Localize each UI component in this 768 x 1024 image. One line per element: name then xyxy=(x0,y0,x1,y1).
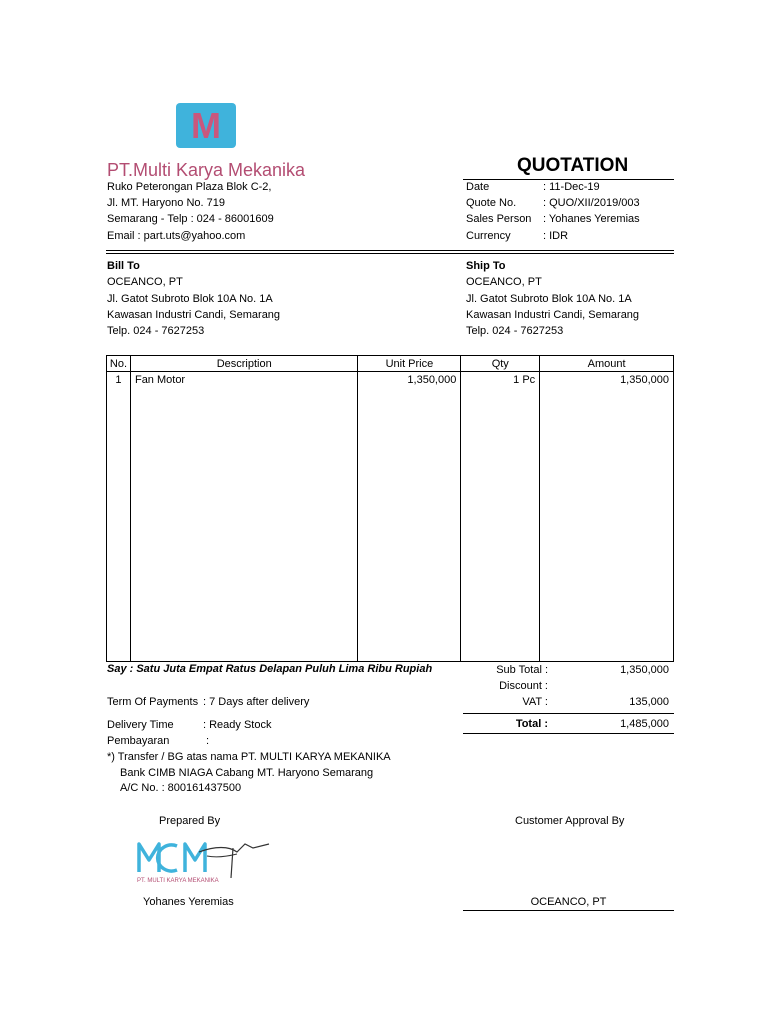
meta-date-value: : 11-Dec-19 xyxy=(543,181,600,193)
vat-value: 135,000 xyxy=(629,696,669,708)
company-address-2: Jl. MT. Haryono No. 719 xyxy=(107,197,225,209)
bill-to-heading: Bill To xyxy=(107,260,140,272)
items-table xyxy=(106,355,674,662)
table-empty-space xyxy=(107,388,674,662)
table-row xyxy=(107,372,674,389)
table-header-row xyxy=(107,356,674,372)
meta-currency-label: Currency xyxy=(466,230,511,242)
subtotal-value: 1,350,000 xyxy=(620,664,669,676)
cell-description: Fan Motor xyxy=(130,372,358,389)
delivery-time-value: : Ready Stock xyxy=(203,719,272,731)
prepared-by-name: Yohanes Yeremias xyxy=(143,896,234,908)
approval-signature-line xyxy=(463,910,674,911)
meta-quote-label: Quote No. xyxy=(466,197,517,209)
bill-to-address-1: Jl. Gatot Subroto Blok 10A No. 1A xyxy=(107,293,273,305)
meta-quote-value: : QUO/XII/2019/003 xyxy=(543,197,640,209)
header-separator-bottom xyxy=(106,253,674,254)
total-label: Total : xyxy=(515,718,548,730)
transfer-line-2: Bank CIMB NIAGA Cabang MT. Haryono Semarang xyxy=(120,767,374,779)
company-name: PT.Multi Karya Mekanika xyxy=(107,160,306,180)
meta-sales-label: Sales Person xyxy=(466,213,532,225)
subtotal-label: Sub Total : xyxy=(496,664,548,676)
pembayaran-value: : xyxy=(206,735,210,747)
vat-label: VAT : xyxy=(522,696,548,708)
total-separator xyxy=(463,713,674,714)
cell-qty: 1 Pc xyxy=(461,372,540,389)
cell-unit-price: 1,350,000 xyxy=(358,372,461,389)
ship-to-heading: Ship To xyxy=(466,260,506,272)
pembayaran-label: Pembayaran xyxy=(107,735,170,747)
header-no: No. xyxy=(107,356,131,372)
title-underline xyxy=(463,179,674,180)
cell-amount: 1,350,000 xyxy=(540,372,674,389)
prepared-by-label: Prepared By xyxy=(159,815,221,827)
document-title: QUOTATION xyxy=(517,155,629,176)
payment-term-label: Term Of Payments xyxy=(107,696,199,708)
delivery-time-label: Delivery Time xyxy=(107,719,174,731)
header-unit-price: Unit Price xyxy=(358,356,461,372)
payment-term-value: : 7 Days after delivery xyxy=(203,696,310,708)
ship-to-phone: Telp. 024 - 7627253 xyxy=(466,325,564,337)
bill-to-phone: Telp. 024 - 7627253 xyxy=(107,325,205,337)
discount-label: Discount : xyxy=(499,680,548,692)
customer-approval-name: OCEANCO, PT xyxy=(530,896,607,908)
meta-date-label: Date xyxy=(466,181,490,193)
cell-no: 1 xyxy=(107,372,131,389)
meta-currency-value: : IDR xyxy=(543,230,569,242)
total-value: 1,485,000 xyxy=(620,718,669,730)
total-underline xyxy=(463,733,674,734)
ship-to-name: OCEANCO, PT xyxy=(466,276,542,288)
bill-to-address-2: Kawasan Industri Candi, Semarang xyxy=(107,309,281,321)
amount-in-words: Say : Satu Juta Empat Ratus Delapan Puluh Lima Ribu Rupiah xyxy=(107,663,433,675)
header-separator-top xyxy=(106,250,674,251)
header-amount: Amount xyxy=(540,356,674,372)
signature-stamp-text: PT. MULTI KARYA MEKANIKA xyxy=(137,878,219,884)
company-logo-letter: M xyxy=(191,104,221,146)
header-description: Description xyxy=(130,356,358,372)
ship-to-address-1: Jl. Gatot Subroto Blok 10A No. 1A xyxy=(466,293,632,305)
customer-approval-label: Customer Approval By xyxy=(515,815,625,827)
header-qty: Qty xyxy=(461,356,540,372)
company-email: Email : part.uts@yahoo.com xyxy=(107,230,246,242)
transfer-line-3: A/C No. : 800161437500 xyxy=(120,782,242,794)
ship-to-address-2: Kawasan Industri Candi, Semarang xyxy=(466,309,640,321)
company-logo xyxy=(176,103,236,148)
company-phone: Semarang - Telp : 024 - 86001609 xyxy=(107,213,274,225)
transfer-line-1: *) Transfer / BG atas nama PT. MULTI KARYA MEKANIKA xyxy=(107,751,391,763)
company-address-1: Ruko Peterongan Plaza Blok C-2, xyxy=(107,181,272,193)
meta-sales-value: : Yohanes Yeremias xyxy=(543,213,640,225)
bill-to-name: OCEANCO, PT xyxy=(107,276,183,288)
